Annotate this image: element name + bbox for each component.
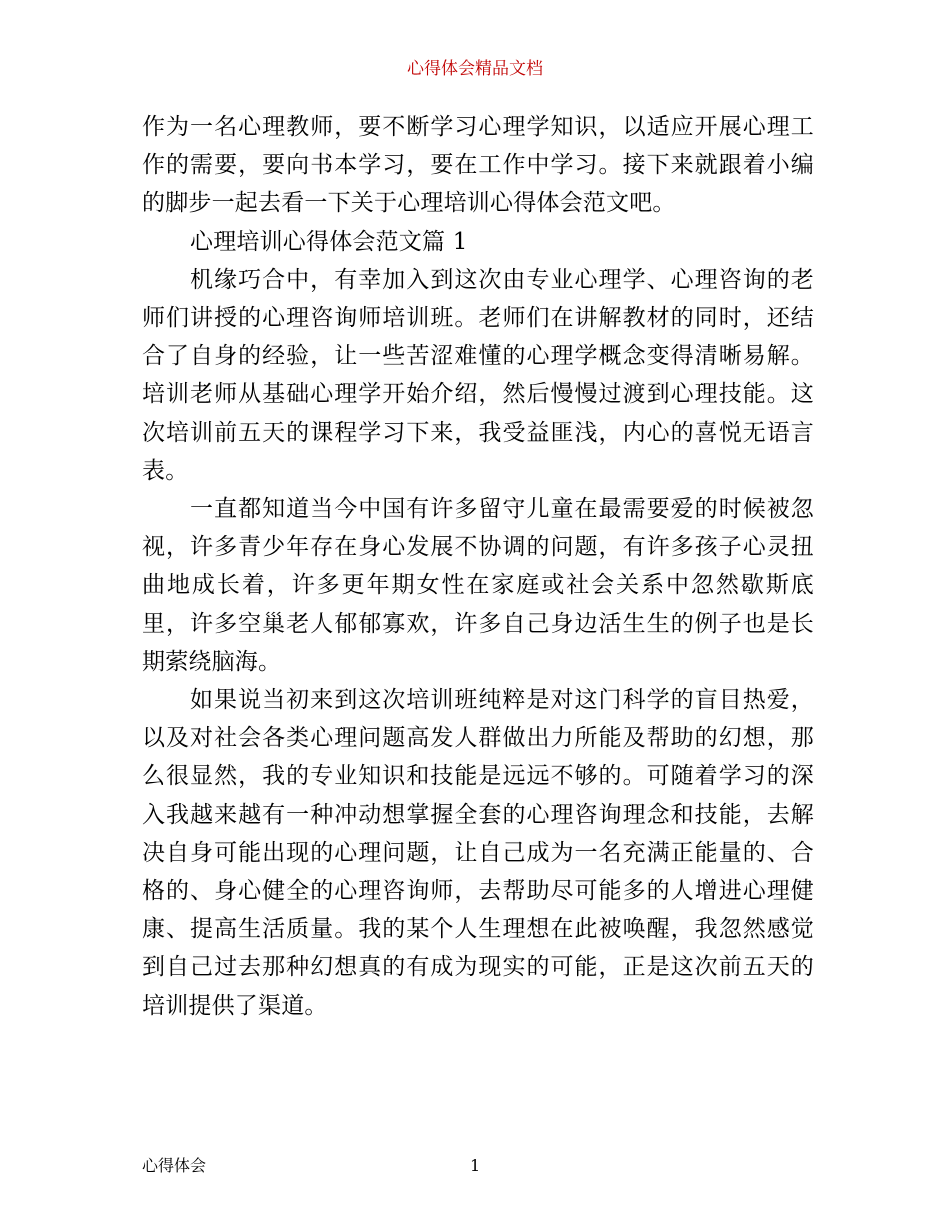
page-number: 1	[470, 1156, 481, 1175]
body-paragraph: 机缘巧合中，有幸加入到这次由专业心理学、心理咨询的老师们讲授的心理咨询师培训班。老师们在讲解教材的同时，还结合了自身的经验，让一些苦涩难懂的心理学概念变得清晰易解。培训老师从基础心理学开始介绍，然后慢慢过渡到心理技能。这次培训前五天的课程学习下来，我受益匪浅，内心的喜悦无语言表。	[142, 266, 814, 484]
section-heading: 心理培训心得体会范文篇 1	[190, 228, 468, 255]
body-paragraph: 如果说当初来到这次培训班纯粹是对这门科学的盲目热爱，以及对社会各类心理问题高发人群做出力所能及帮助的幻想，那么很显然，我的专业知识和技能是远远不够的。可随着学习的深入我越来越有一种冲动想掌握全套的心理咨询理念和技能，去解决自身可能出现的心理问题，让自己成为一名充满正能量的、合格的、身心健全的心理咨询师，去帮助尽可能多的人增进心理健康、提高生活质量。我的某个人生理想在此被唤醒，我忽然感觉到自己过去那种幻想真的有成为现实的可能，正是这次前五天的培训提供了渠道。	[142, 687, 814, 1019]
document-body	[142, 108, 814, 1025]
page-header-title: 心得体会精品文档	[407, 59, 543, 79]
page-footer-label: 心得体会	[142, 1156, 207, 1175]
intro-paragraph: 作为一名心理教师，要不断学习心理学知识，以适应开展心理工作的需要，要向书本学习，要在工作中学习。接下来就跟着小编的脚步一起去看一下关于心理培训心得体会范文吧。	[142, 114, 814, 217]
body-paragraph: 一直都知道当今中国有许多留守儿童在最需要爱的时候被忽视，许多青少年存在身心发展不协调的问题，有许多孩子心灵扭曲地成长着，许多更年期女性在家庭或社会关系中忽然歇斯底里，许多空巢老人郁郁寡欢，许多自己身边活生生的例子也是长期萦绕脑海。	[142, 496, 814, 675]
